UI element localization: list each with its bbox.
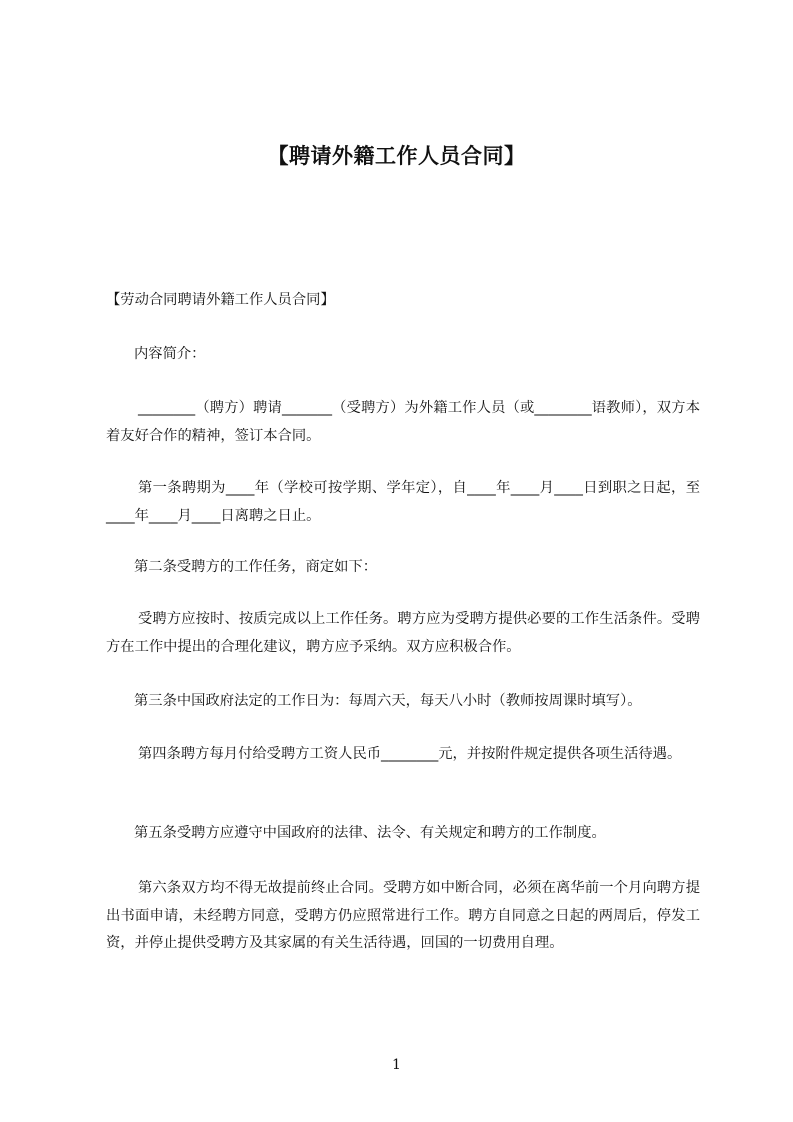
intro-label: 内容简介： <box>134 346 206 362</box>
paragraph-article-1: 第一条聘期为____年（学校可按学期、学年定），自____年____月____日到职之日起，至____年____月____日离聘之日止。 <box>106 480 700 524</box>
paragraph-article-2: 第二条受聘方的工作任务，商定如下： <box>134 559 378 575</box>
paragraph-article-5: 第五条受聘方应遵守中国政府的法律、法令、有关规定和聘方的工作制度。 <box>134 825 606 841</box>
document-subtitle: 【劳动合同聘请外籍工作人员合同】 <box>106 292 335 308</box>
document-title: 【聘请外籍工作人员合同】 <box>267 144 526 168</box>
paragraph-article-6: 第六条双方均不得无故提前终止合同。受聘方如中断合同，必须在离华前一个月向聘方提出书面申请，未经聘方同意，受聘方仍应照常进行工作。聘方自同意之日起的两周后，停发工资，并停止提供受聘方及其家属的有关生活待遇，回国的一切费用自理。 <box>106 880 700 951</box>
paragraph-duties: 受聘方应按时、按质完成以上工作任务。聘方应为受聘方提供必要的工作生活条件。受聘方在工作中提出的合理化建议，聘方应予采纳。双方应积极合作。 <box>106 611 700 655</box>
paragraph-article-3: 第三条中国政府法定的工作日为：每周六天，每天八小时（教师按周课时填写）。 <box>134 693 642 709</box>
page-number: 1 <box>392 1057 401 1073</box>
paragraph-parties: ________（聘方）聘请_______（受聘方）为外籍工作人员（或________语教师），双方本着友好合作的精神，签订本合同。 <box>106 400 700 444</box>
paragraph-article-4: 第四条聘方每月付给受聘方工资人民币________元，并按附件规定提供各项生活待遇。 <box>138 746 682 762</box>
